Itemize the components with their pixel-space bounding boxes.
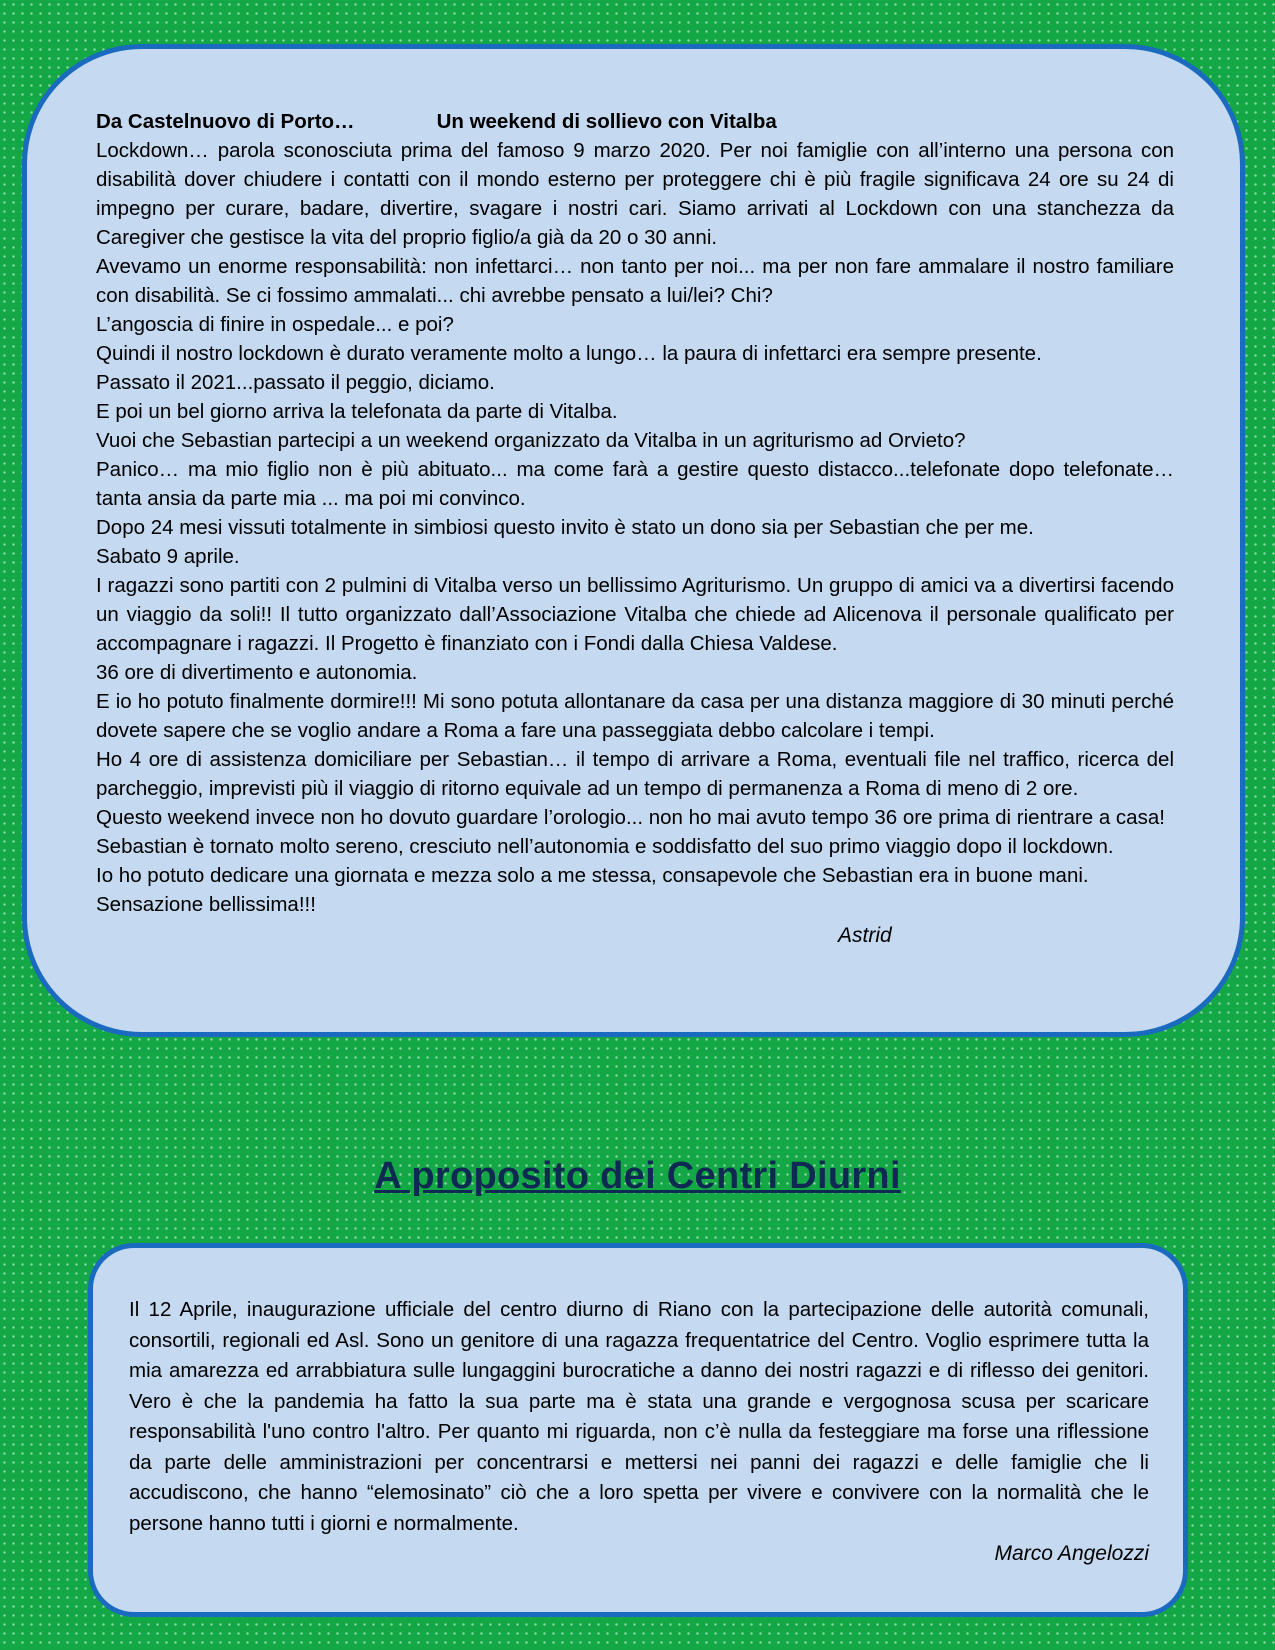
article-paragraph: Dopo 24 mesi vissuti totalmente in simbiosi questo invito è stato un dono sia per Sebastian che per me. [96,516,1034,539]
article-paragraph: Vuoi che Sebastian partecipi a un weekend organizzato da Vitalba in un agriturismo ad Orvieto? [96,429,966,452]
article-paragraph: E poi un bel giorno arriva la telefonata da parte di Vitalba. [96,400,618,423]
article-box-weekend [22,44,1245,1037]
article-paragraph: 36 ore di divertimento e autonomia. [96,661,418,684]
article-paragraph: Panico… ma mio figlio non è più abituato... ma come farà a gestire questo distacco...telefonate dopo telefonate… tanta ansia da parte mia ... ma poi mi convinco. [96,458,1174,510]
article-paragraph: Ho 4 ore di assistenza domiciliare per Sebastian… il tempo di arrivare a Roma, eventuali file nel traffico, ricerca del parcheggio, imprevisti più il viaggio di ritorno equivale ad un tempo di permanenza a Roma di meno di 2 ore. [96,748,1174,800]
article-paragraph: Sensazione bellissima!!! [96,893,316,916]
article-box-centri-diurni [88,1243,1188,1617]
article-title-line [96,107,1174,136]
article-paragraph: L’angoscia di finire in ospedale... e poi? [96,313,454,336]
article-paragraph: Avevamo un enorme responsabilità: non infettarci… non tanto per noi... ma per non fare ammalare il nostro familiare con disabilità. Se ci fossimo ammalati... chi avrebbe pensato a lui/lei? Chi? [96,255,1174,307]
section-heading: A proposito dei Centri Diurni [374,1155,901,1197]
article-paragraph: Io ho potuto dedicare una giornata e mezza solo a me stessa, consapevole che Sebastian era in buone mani. [96,864,1089,887]
article-paragraph: Sebastian è tornato molto sereno, cresciuto nell’autonomia e soddisfatto del suo primo viaggio dopo il lockdown. [96,835,1114,858]
article-paragraph: Lockdown… parola sconosciuta prima del famoso 9 marzo 2020. Per noi famiglie con all’interno una persona con disabilità dover chiudere i contatti con il mondo esterno per proteggere chi è più fragile significava 24 ore su 24 di impegno per curare, badare, divertire, svagare i nostri cari. Siamo arrivati al Lockdown con una stanchezza da Caregiver che gestisce la vita del proprio figlio/a già da 20 o 30 anni. [96,139,1174,249]
article-title: Un weekend di sollievo con Vitalba [436,110,777,133]
article-place: Da Castelnuovo di Porto… [96,110,355,133]
article-paragraph: Il 12 Aprile, inaugurazione ufficiale del centro diurno di Riano con la partecipazione delle autorità comunali, consortili, regionali ed Asl. Sono un genitore di una ragazza frequentatrice del Centro. Voglio esprimere tutta la mia amarezza ed arrabbiatura sulle lungaggini burocratiche a danno dei nostri ragazzi e di riflesso dei genitori. Vero è che la pandemia ha fatto la sua parte ma è stata una grande e vergognosa scusa per scaricare responsabilità l'uno contro l'altro. Per quanto mi riguarda, non c’è nulla da festeggiare ma forse una riflessione da parte delle amministrazioni per concentrarsi e mettersi nei panni dei ragazzi e delle famiglie che li accudiscono, che hanno “elemosinato” ciò che a loro spetta per vivere e convivere con la normalità che le persone hanno tutti i giorni e normalmente. [129,1298,1149,1535]
article-body [96,136,1174,919]
article-paragraph: Sabato 9 aprile. [96,545,240,568]
article-paragraph: Questo weekend invece non ho dovuto guardare l’orologio... non ho mai avuto tempo 36 ore prima di rientrare a casa! [96,806,1165,829]
article-paragraph: Quindi il nostro lockdown è durato veramente molto a lungo… la paura di infettarci era sempre presente. [96,342,1042,365]
article-paragraph: I ragazzi sono partiti con 2 pulmini di Vitalba verso un bellissimo Agriturismo. Un gruppo di amici va a divertirsi facendo un viaggio da soli!! Il tutto organizzato dall’Associazione Vitalba che chiede ad Alicenova il personale qualificato per accompagnare i ragazzi. Il Progetto è finanziato con i Fondi dalla Chiesa Valdese. [96,574,1174,655]
article-signature: Marco Angelozzi [994,1542,1149,1565]
article-paragraph: Passato il 2021...passato il peggio, diciamo. [96,371,495,394]
article-paragraph: E io ho potuto finalmente dormire!!! Mi sono potuta allontanare da casa per una distanza maggiore di 30 minuti perché dovete sapere che se voglio andare a Roma a fare una passeggiata debbo calcolare i tempi. [96,690,1174,742]
article-signature: Astrid [838,924,892,947]
